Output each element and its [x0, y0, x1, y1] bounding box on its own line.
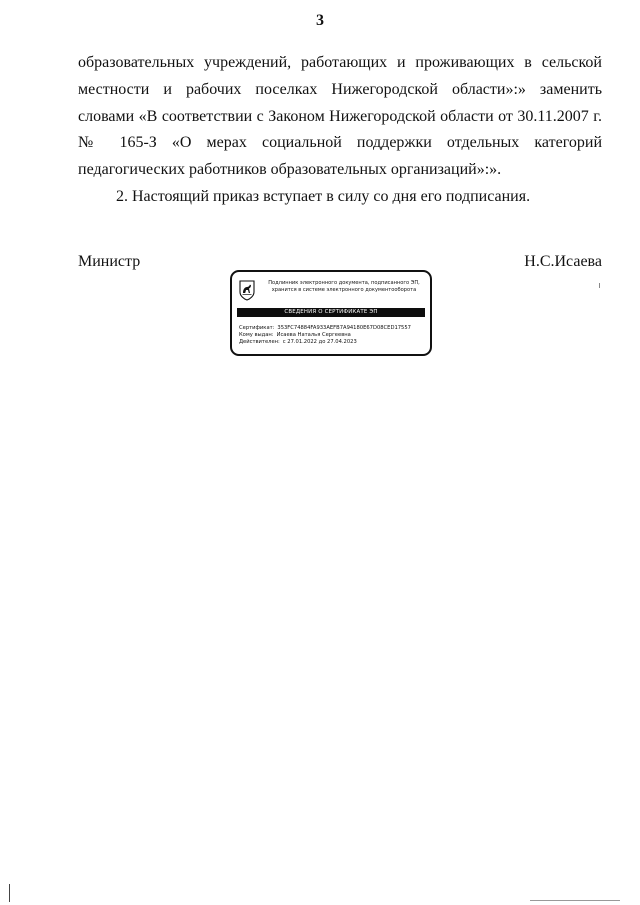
- electronic-signature-stamp: [230, 270, 432, 356]
- issued-to-row: [239, 332, 411, 339]
- nizhny-novgorod-coat-of-arms-icon: [239, 280, 255, 301]
- scan-mark-bottom-right: [530, 900, 620, 901]
- scan-mark-left: [9, 884, 10, 902]
- paragraph-amendment: образовательных учреждений, работающих и проживающих в сельской местности и рабочих поселках Нижегородской области»:» заменить словами «В соответствии с Законом Нижегородской области от 30.11.2007 г. № 165-З «О мерах социальной поддержки отдельных категорий педагогических работников образовательных организаций»:».: [78, 54, 602, 179]
- stamp-header: [260, 280, 428, 294]
- valid-label: Действителен:: [239, 339, 280, 345]
- issued-to-value: Исаева Наталья Сергеевна: [276, 332, 351, 338]
- certificate-row: [239, 325, 411, 332]
- certificate-details: [239, 325, 411, 346]
- valid-period-row: [239, 339, 411, 346]
- page-number: 3: [316, 12, 324, 29]
- scan-mark-right: [599, 283, 600, 288]
- signatory-name: Н.С.Исаева: [524, 253, 602, 270]
- issued-to-label: Кому выдан:: [239, 332, 274, 338]
- paragraph-effective-date: 2. Настоящий приказ вступает в силу со дня его подписания.: [116, 187, 531, 205]
- signatory-position: Министр: [78, 253, 141, 270]
- valid-value: с 27.01.2022 до 27.04.2023: [282, 339, 357, 345]
- stamp-header-line-2: хранится в системе электронного документооборота: [271, 287, 417, 293]
- certificate-value: 353FC74884FA933AEFB7A94180E67D08CED17557: [277, 325, 411, 331]
- stamp-header-line-1: Подлинник электронного документа, подписанного ЭП,: [268, 280, 420, 286]
- certificate-info-bar: СВЕДЕНИЯ О СЕРТИФИКАТЕ ЭП: [237, 308, 425, 317]
- signature-block: [78, 253, 602, 271]
- certificate-label: Сертификат:: [239, 325, 275, 331]
- document-body: [78, 50, 602, 211]
